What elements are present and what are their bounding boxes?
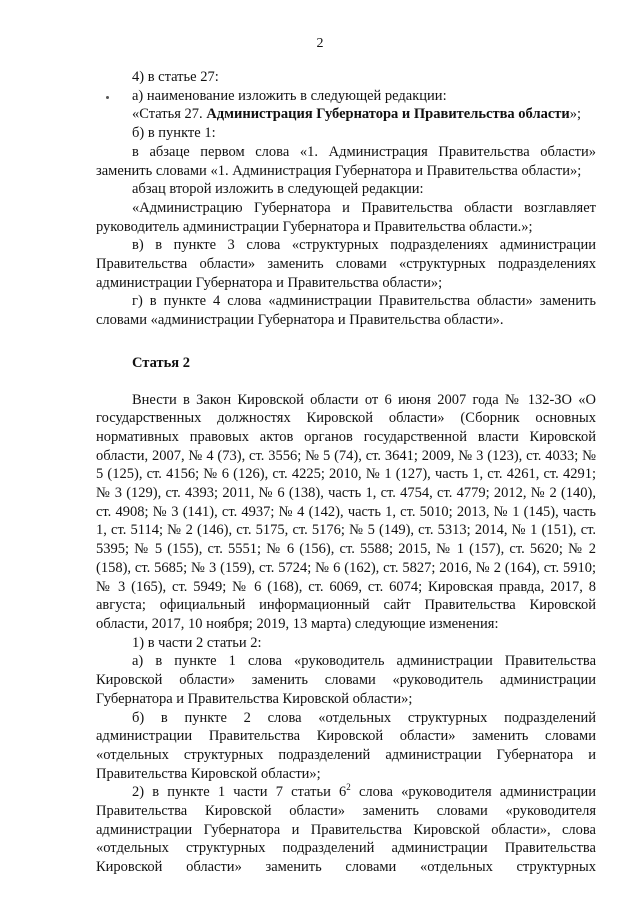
superscript: 2 [346, 782, 351, 793]
paragraph: б) в пункте 1: [132, 125, 216, 142]
paragraph: «Администрацию Губернатора и Правительства области возглавляет руководитель администрации Губернатора и Правительства области.»; [96, 199, 596, 235]
paragraph-text: «Статья 27. [132, 106, 207, 123]
bold-title: Администрация Губернатора и Правительства области [206, 106, 570, 123]
paragraph: Внести в Закон Кировской области от 6 июня 2007 года № 132-ЗО «О государственных должностях Кировской области» (Сборник основных нормативных правовых актов органов государственной власти Кировской области, 2007, № 4 (73), ст. 3556; № 5 (74), ст. 3641; 2009, № 3 (123), ст. 4033; № 5 (125), ст. 4156; № 6 (126), ст. 4225; 2010, № 1 (127), часть 1, ст. 4261, ст. 4291; № 3 (129), ст. 4393; 2011, № 6 (138), часть 1, ст. 4754, ст. 4779; 2012, № 2 (140), ст. 4908; № 3 (141), ст. 4937; № 4 (142), часть 1, ст. 5010; 2013, № 1 (145), часть 1, ст. 5114; № 2 (146), ст. 5175, ст. 5176; № 5 (149), ст. 5313; 2014, № 1 (151), ст. 5395; № 5 (155), ст. 5551; № 6 (156), ст. 5588; 2015, № 1 (157), ст. 5620; № 2 (158), ст. 5685; № 3 (159), ст. 5724; № 6 (162), ст. 5827; 2016, № 2 (164), ст. 5910; № 3 (165), ст. 5949; № 6 (168), ст. 6069, ст. 6074; Кировская правда, 2017, 8 августа; официальный информационный сайт Правительства Кировской области, 2017, 10 ноября; 2019, 13 марта) следующие изменения: [96, 391, 596, 632]
paragraph-text: »; [569, 106, 582, 123]
paragraph: а) наименование изложить в следующей редакции: [132, 87, 447, 104]
paragraph: а) в пункте 1 слова «руководитель администрации Правительства Кировской области» заменить словами «руководитель администрации Губернатора и Правительства Кировской области»; [96, 653, 596, 707]
paragraph: 1) в части 2 статьи 2: [132, 634, 262, 651]
paragraph [96, 105, 596, 124]
paragraph: г) в пункте 4 слова «администрации Правительства области» заменить словами «администрации Губернатора и Правительства области». [96, 293, 596, 329]
paragraph [96, 783, 596, 877]
paragraph-text: слова «руководителя администрации Правительства Кировской области» заменить словами «руководителя администрации Губернатора и Правительства Кировской области», слова «отдельных структурных подразделений администрации Правительства Кировской области» заменить словами «отдельных структурных [96, 784, 596, 876]
document-body [96, 68, 596, 877]
paragraph-text: 2) в пункте 1 части 7 статьи 6 [132, 784, 347, 801]
article-heading: Статья 2 [132, 354, 190, 371]
paragraph: 4) в статье 27: [132, 69, 219, 85]
page-number: 2 [316, 36, 324, 51]
paragraph: в) в пункте 3 слова «структурных подразделениях администрации Правительства области» заменить словами «структурных подразделениях администрации Губернатора и Правительства области»; [96, 237, 596, 291]
paragraph: б) в пункте 2 слова «отдельных структурных подразделений администрации Правительства Кировской области» заменить словами «отдельных структурных подразделений администрации Губернатора и Правительства Кировской области»; [96, 709, 596, 782]
paragraph: в абзаце первом слова «1. Администрация Правительства области» заменить словами «1. Администрация Губернатора и Правительства области»; [96, 143, 596, 179]
paragraph: абзац второй изложить в следующей редакции: [132, 181, 424, 198]
